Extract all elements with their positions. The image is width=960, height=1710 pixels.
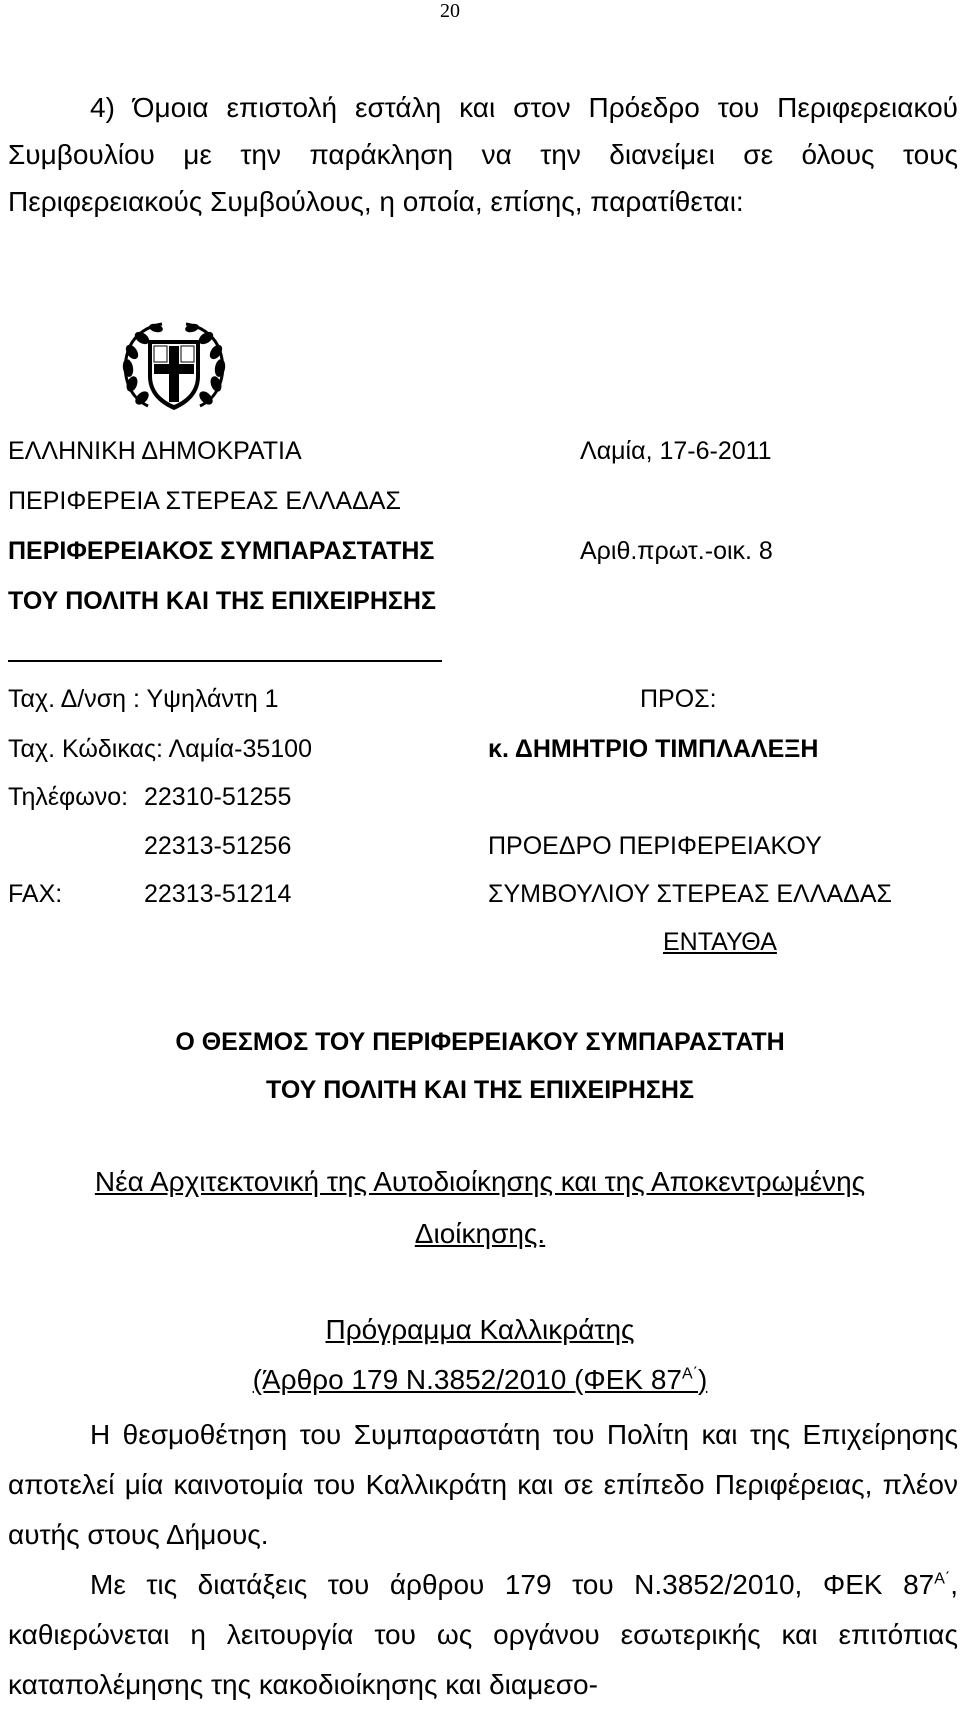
recipient-name: κ. ΔΗΜΗΤΡΙΟ ΤΙΜΠΛΑΛΕΞΗ [488,735,819,763]
fax-label: FAX: [8,880,63,908]
heading-line2: ΤΟΥ ΠΟΛΙΤΗ ΚΑΙ ΤΗΣ ΕΠΙΧΕΙΡΗΣΗΣ [266,1076,694,1104]
program-article: (Άρθρο 179 Ν.3852/2010 (ΦΕΚ $87^{A΄}$) [252,1364,708,1395]
reference-number: Αριθ.πρωτ.-οικ. 8 [580,537,773,565]
program-title: Πρόγραμμα Καλλικράτης [325,1314,635,1345]
subheading-line1: Νέα Αρχιτεκτονική της Αυτοδιοίκησης και της Αποκεντρωμένης [94,1166,866,1197]
recipient-role-line1: ΠΡΟΕΔΡΟ ΠΕΡΙΦΕΡΕΙΑΚΟΥ [488,832,822,860]
intro-paragraph: 4) Όμοια επιστολή εστάλη και στον Πρόεδρο του Περιφερειακού Συμβουλίου με την παράκληση να την διανείμει σε όλους τους Περιφερειακούς Συμβούλους, η οποία, επίσης, παρατίθεται: [8,92,958,217]
postal-address: Ταχ. Δ/νση : Υψηλάντη 1 [8,685,279,713]
letterhead-region: ΠΕΡΙΦΕΡΕΙΑ ΣΤΕΡΕΑΣ ΕΛΛΑΔΑΣ [8,487,401,515]
fax-number: 22313-51214 [144,880,292,908]
divider [8,660,442,662]
body-paragraph-1: Η θεσμοθέτηση του Συμπαραστάτη του Πολίτη και της Επιχείρησης αποτελεί μία καινοτομία του Καλλικράτη και σε επίπεδο Περιφέρειας, πλέον αυτής στους Δήμους. [8,1419,958,1550]
place-date: Λαμία, 17-6-2011 [580,437,772,465]
postal-code: Ταχ. Κώδικας: Λαμία-35100 [8,735,312,763]
phone-2: 22313-51256 [144,832,292,860]
body-paragraph-2: Με τις διατάξεις του άρθρου 179 του Ν.3852/2010, ΦΕΚ $87^{A΄}$, καθιερώνεται η λειτουργία του ως οργάνου εσωτερικής και επιτόπιας καταπολέμησης της κακοδιοίκησης και διαμεσο- [8,1569,958,1700]
phone-label: Τηλέφωνο: [8,783,129,811]
recipient-role-line2: ΣΥΜΒΟΥΛΙΟΥ ΣΤΕΡΕΑΣ ΕΛΛΑΔΑΣ [488,880,892,908]
heading-line1: Ο ΘΕΣΜΟΣ ΤΟΥ ΠΕΡΙΦΕΡΕΙΑΚΟΥ ΣΥΜΠΑΡΑΣΤΑΤΗ [175,1028,785,1056]
subheading-line2: Διοίκησης. [414,1218,546,1249]
letterhead-office-line2: ΤΟΥ ΠΟΛΙΤΗ ΚΑΙ ΤΗΣ ΕΠΙΧΕΙΡΗΣΗΣ [8,587,436,615]
letterhead-office: ΠΕΡΙΦΕΡΕΙΑΚΟΣ ΣΥΜΠΑΡΑΣΤΑΤΗΣ [8,537,435,565]
letterhead-state: ΕΛΛΗΝΙΚΗ ΔΗΜΟΚΡΑΤΙΑ [8,437,302,465]
greek-state-emblem [118,318,230,418]
phone-1: 22310-51255 [144,783,292,811]
recipient-location: ΕΝΤΑΥΘΑ [663,928,777,956]
page-number: 20 [440,0,460,22]
to-label: ΠΡΟΣ: [640,685,717,713]
